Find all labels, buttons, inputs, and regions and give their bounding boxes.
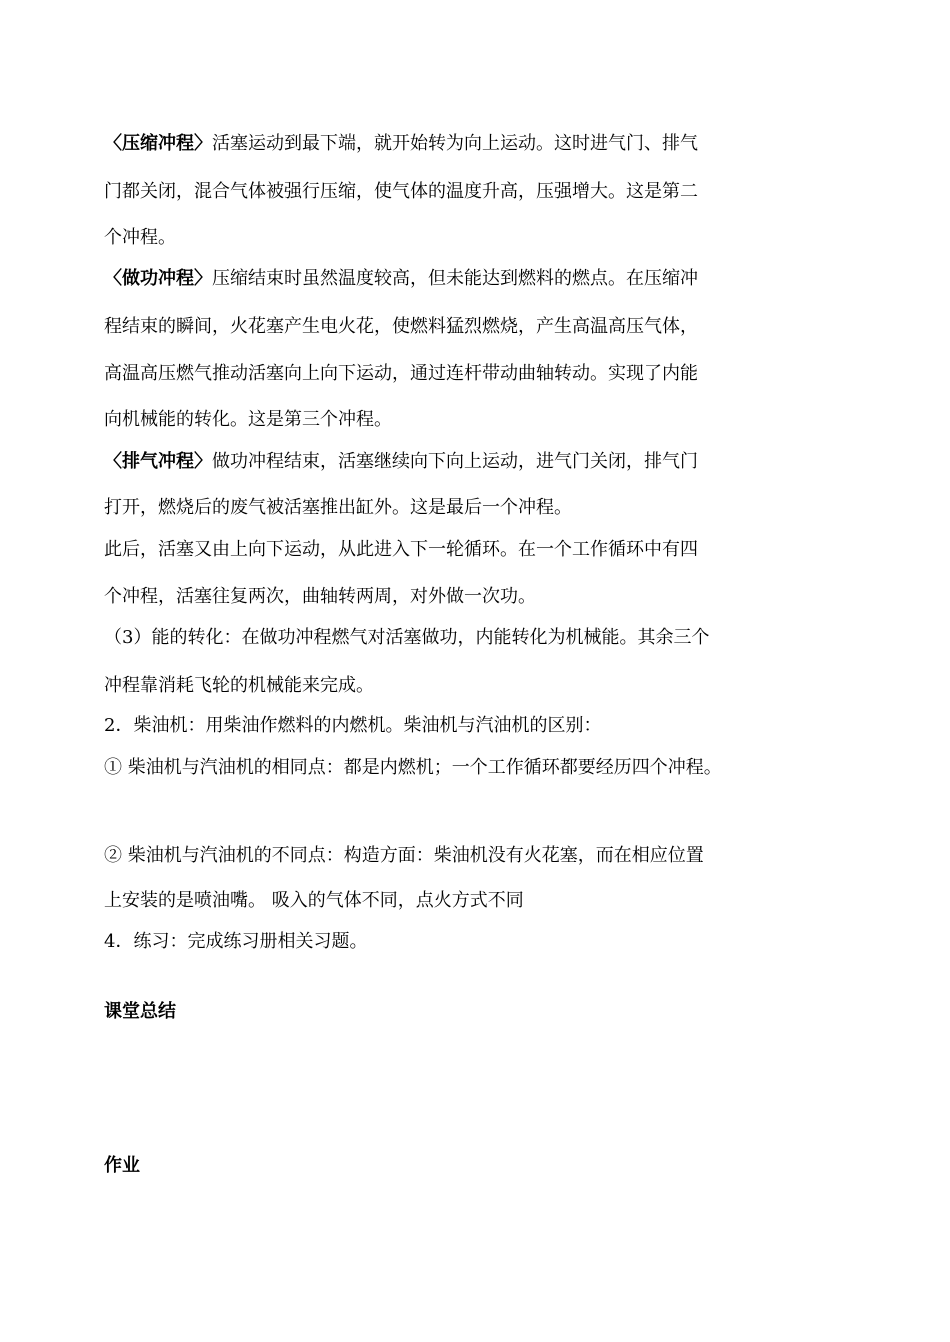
compression-line-1 [104,132,698,156]
summary-heading: 课堂总结 [104,1001,176,1022]
compression-stroke-label: 〈压缩冲程〉 [104,133,212,154]
power-text: 压缩结束时虽然温度较高，但未能达到燃料的燃点。在压缩冲 [212,268,698,289]
compression-line-2: 门都关闭，混合气体被强行压缩，使气体的温度升高，压强增大。这是第二 [104,181,698,202]
exhaust-text: 做功冲程结束，活塞继续向下向上运动，进气门关闭，排气门 [212,451,698,472]
cycle-line-2: 个冲程，活塞往复两次，曲轴转两周，对外做一次功。 [104,586,536,607]
compression-text: 活塞运动到最下端，就开始转为向上运动。这时进气门、排气 [212,133,698,154]
diesel-intro: 2．柴油机：用柴油作燃料的内燃机。柴油机与汽油机的区别： [104,715,602,736]
exhaust-line-1 [104,450,698,474]
diesel-similarity: ① 柴油机与汽油机的相同点：都是内燃机；一个工作循环都要经历四个冲程。 [104,757,722,778]
homework-heading: 作业 [104,1155,140,1176]
power-line-3: 高温高压燃气推动活塞向上向下运动，通过连杆带动曲轴转动。实现了内能 [104,363,698,384]
power-line-4: 向机械能的转化。这是第三个冲程。 [104,409,392,430]
exhaust-line-2: 打开，燃烧后的废气被活塞推出缸外。这是最后一个冲程。 [104,497,572,518]
power-line-2: 程结束的瞬间，火花塞产生电火花，使燃料猛烈燃烧，产生高温高压气体， [104,316,698,337]
diesel-difference-line-1: ② 柴油机与汽油机的不同点：构造方面：柴油机没有火花塞，而在相应位置 [104,845,704,866]
energy-line-1: （3）能的转化：在做功冲程燃气对活塞做功，内能转化为机械能。其余三个 [104,627,710,648]
cycle-line-1: 此后，活塞又由上向下运动，从此进入下一轮循环。在一个工作循环中有四 [104,539,698,560]
exhaust-stroke-label: 〈排气冲程〉 [104,451,212,472]
diesel-difference-line-2: 上安装的是喷油嘴。 吸入的气体不同，点火方式不同 [104,890,524,911]
power-line-1 [104,267,698,291]
compression-line-3: 个冲程。 [104,227,176,248]
power-stroke-label: 〈做功冲程〉 [104,268,212,289]
energy-line-2: 冲程靠消耗飞轮的机械能来完成。 [104,675,374,696]
practice-line: 4．练习：完成练习册相关习题。 [104,931,368,952]
